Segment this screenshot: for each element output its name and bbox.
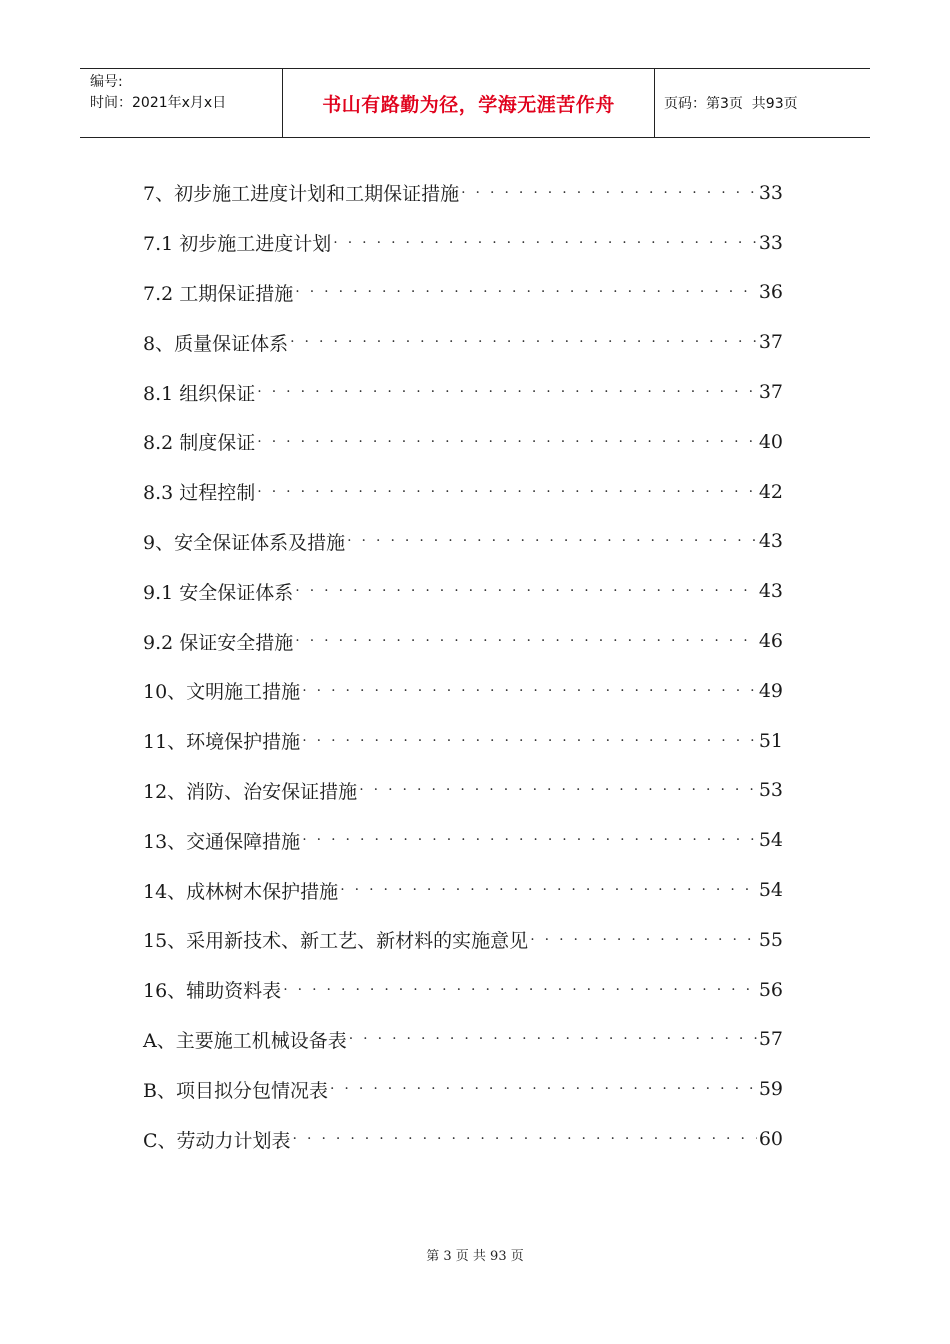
toc-entry[interactable] (143, 815, 783, 865)
toc-entry-page: 51 (758, 729, 783, 752)
toc-entry-page: 54 (758, 829, 783, 852)
toc-leader-dots (349, 1031, 757, 1047)
toc-entry-title: 11、环境保护措施 (143, 731, 301, 754)
toc-entry-page: 43 (758, 530, 783, 553)
toc-entry-title: 14、成林树木保护措施 (143, 880, 339, 903)
toc-entry[interactable] (143, 1015, 783, 1065)
toc-leader-dots (295, 583, 757, 599)
toc-entry-page: 53 (758, 779, 783, 802)
toc-entry-title: B、项目拟分包情况表 (143, 1079, 328, 1102)
toc-entry[interactable] (143, 666, 783, 716)
toc-entry-title: 8.1 组织保证 (143, 382, 256, 405)
toc-leader-dots (257, 484, 757, 500)
toc-leader-dots (530, 932, 757, 948)
toc-leader-dots (347, 533, 757, 549)
toc-entry-title: 9.1 安全保证体系 (143, 581, 294, 604)
toc-leader-dots (302, 733, 757, 749)
toc-leader-dots (461, 185, 757, 201)
table-of-contents (143, 168, 783, 1164)
toc-entry-page: 60 (758, 1128, 783, 1151)
toc-entry-title: 7.1 初步施工进度计划 (143, 233, 332, 256)
toc-entry[interactable] (143, 766, 783, 816)
toc-entry-page: 37 (758, 331, 783, 354)
toc-entry[interactable] (143, 915, 783, 965)
header-divider (654, 69, 655, 137)
toc-entry-page: 46 (758, 630, 783, 653)
header-motto: 书山有路勤为径，学海无涯苦作舟 (322, 93, 615, 116)
toc-entry[interactable] (143, 965, 783, 1015)
header-meta (90, 72, 226, 114)
toc-entry-page: 59 (758, 1078, 783, 1101)
toc-entry[interactable] (143, 367, 783, 417)
toc-entry[interactable] (143, 865, 783, 915)
toc-entry-title: 7、初步施工进度计划和工期保证措施 (143, 183, 460, 206)
toc-entry[interactable] (143, 517, 783, 567)
toc-leader-dots (290, 334, 757, 350)
toc-leader-dots (330, 1081, 757, 1097)
toc-entry-page: 56 (758, 978, 783, 1001)
toc-leader-dots (302, 683, 757, 699)
toc-leader-dots (293, 1131, 757, 1147)
toc-entry-page: 33 (758, 231, 783, 254)
toc-leader-dots (359, 782, 757, 798)
toc-leader-dots (295, 284, 757, 300)
toc-entry-title: A、主要施工机械设备表 (143, 1029, 347, 1052)
toc-entry-title: 8.2 制度保证 (143, 432, 256, 455)
toc-entry-page: 40 (758, 430, 783, 453)
toc-leader-dots (302, 832, 757, 848)
toc-entry-title: 9、安全保证体系及措施 (143, 531, 346, 554)
toc-entry-title: 9.2 保证安全措施 (143, 631, 294, 654)
toc-entry[interactable] (143, 1064, 783, 1114)
toc-leader-dots (295, 633, 757, 649)
toc-leader-dots (340, 882, 757, 898)
header-page-info: 页码：第3页 共93页 (664, 96, 798, 112)
toc-entry-page: 42 (758, 480, 783, 503)
toc-entry-title: 7.2 工期保证措施 (143, 282, 294, 305)
toc-entry-page: 43 (758, 580, 783, 603)
toc-leader-dots (257, 384, 757, 400)
toc-entry-title: 13、交通保障措施 (143, 830, 301, 853)
toc-entry-title: 15、采用新技术、新工艺、新材料的实施意见 (143, 930, 529, 953)
page-header (80, 68, 870, 138)
toc-entry-page: 33 (758, 181, 783, 204)
toc-entry-title: 8.3 过程控制 (143, 482, 256, 505)
toc-entry-page: 37 (758, 381, 783, 404)
toc-entry[interactable] (143, 1114, 783, 1164)
toc-entry-page: 49 (758, 679, 783, 702)
toc-entry[interactable] (143, 317, 783, 367)
toc-entry-title: 12、消防、治安保证措施 (143, 780, 358, 803)
toc-entry-title: 8、质量保证体系 (143, 332, 289, 355)
toc-entry[interactable] (143, 218, 783, 268)
toc-entry-page: 36 (758, 281, 783, 304)
toc-entry-title: C、劳动力计划表 (143, 1129, 291, 1152)
toc-leader-dots (257, 434, 757, 450)
toc-entry-page: 55 (758, 928, 783, 951)
toc-entry[interactable] (143, 268, 783, 318)
toc-leader-dots (283, 982, 757, 998)
toc-leader-dots (333, 235, 757, 251)
toc-entry-page: 57 (758, 1028, 783, 1051)
toc-entry[interactable] (143, 168, 783, 218)
toc-entry[interactable] (143, 417, 783, 467)
toc-entry[interactable] (143, 467, 783, 517)
toc-entry-title: 16、辅助资料表 (143, 980, 282, 1003)
toc-entry-title: 10、文明施工措施 (143, 681, 301, 704)
number-label: 编号: (90, 74, 123, 90)
toc-entry[interactable] (143, 566, 783, 616)
date-label: 时间：2021年x月x日 (90, 95, 227, 111)
toc-entry[interactable] (143, 616, 783, 666)
toc-entry-page: 54 (758, 879, 783, 902)
page-footer: 第 3 页 共 93 页 (426, 1249, 524, 1264)
toc-entry[interactable] (143, 716, 783, 766)
